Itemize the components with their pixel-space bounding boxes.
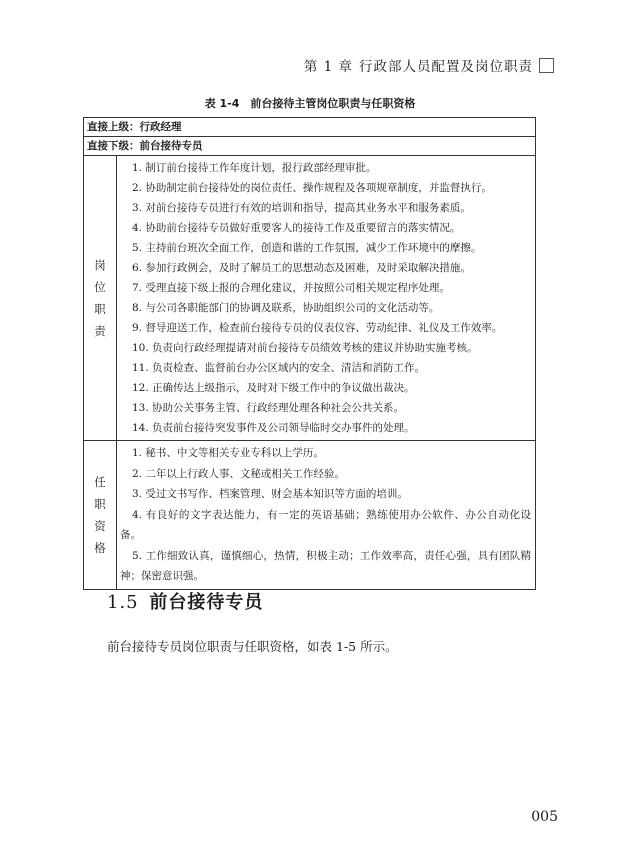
qualification-item: 5. 工作细致认真，谨慎细心，热情，积极主动；工作效率高，责任心强，具有团队精神；保密意识强。 [120,549,531,582]
duty-item: 8. 与公司各职能部门的协调及联系，协助组织公司的文化活动等。 [132,302,440,314]
duty-item: 5. 主持前台班次全面工作，创造和谐的工作氛围，减少工作环境中的摩擦。 [132,242,482,254]
chapter-number: 第 1 章 [303,59,353,75]
duty-item: 13. 协助公关事务主管、行政经理处理各种社会公共关系。 [132,402,405,414]
duties-section [84,156,535,441]
qualification-item: 4. 有良好的文字表达能力，有一定的英语基础；熟练使用办公软件、办公自动化设备。 [120,508,531,541]
page-number: 005 [531,809,558,825]
qualification-item: 1. 秘书、中文等相关专业专科以上学历。 [132,447,324,459]
chapter-title: 行政部人员配置及岗位职责 [359,59,533,75]
duty-item: 11. 负责检查、监督前台办公区域内的安全、清洁和消防工作。 [132,362,426,374]
duty-item: 3. 对前台接待专员进行有效的培训和指导，提高其业务水平和服务素质。 [132,202,471,214]
qualifications-section [84,441,535,589]
duties-label-char: 位 [94,280,106,294]
duty-item: 2. 协助制定前台接待处的岗位责任、操作规程及各项规章制度，并监督执行。 [132,182,492,194]
duties-label [84,156,117,440]
section-number: 1.5 [107,592,139,613]
qualifications-label-char: 格 [94,540,106,555]
body-paragraph: 前台接待专员岗位职责与任职资格，如表 1-5 所示。 [107,639,398,654]
qualifications-label-char: 任 [94,474,106,489]
table-title: 表 1-4 前台接待主管岗位职责与任职资格 [204,97,416,110]
duty-item: 7. 受理直接下级上报的合理化建议，并按照公司相关规定程序处理。 [132,282,450,294]
direct-superior: 直接上级：行政经理 [84,118,535,137]
duty-item: 14. 负责前台接待突发事件及公司领导临时交办事件的处理。 [132,422,415,434]
qualifications-label-char: 职 [94,496,106,511]
qualifications-label-char: 资 [94,518,106,533]
duties-table [83,117,536,590]
direct-subordinate: 直接下级：前台接待专员 [84,137,535,156]
duties-label-char: 职 [94,302,106,316]
qualification-item: 3. 受过文书写作、档案管理、财会基本知识等方面的培训。 [132,488,408,500]
duty-item: 1. 制订前台接待工作年度计划，报行政部经理审批。 [132,162,377,174]
duty-item: 12. 正确传达上级指示，及时对下级工作中的争议做出裁决。 [132,382,415,394]
qualifications-label [84,441,117,589]
qualification-item: 2. 二年以上行政人事、文秘或相关工作经验。 [132,467,345,480]
duty-item: 9. 督导迎送工作，检查前台接待专员的仪表仪容、劳动纪律、礼仪及工作效率。 [132,322,503,334]
header-box-icon [539,58,554,73]
running-header [304,55,554,75]
duties-list [117,156,535,440]
section-heading [107,588,263,614]
duties-label-char: 岗 [94,258,106,272]
duty-item: 6. 参加行政例会，及时了解员工的思想动态及困难，及时采取解决措施。 [132,262,471,274]
duties-label-char: 责 [94,324,106,338]
section-title: 前台接待专员 [149,592,264,613]
duty-item: 10. 负责向行政经理提请对前台接待专员绩效考核的建议并协助实施考核。 [132,342,478,354]
duty-item: 4. 协助前台接待专员做好重要客人的接待工作及重要留言的落实情况。 [132,222,461,234]
qualifications-list [117,441,535,589]
